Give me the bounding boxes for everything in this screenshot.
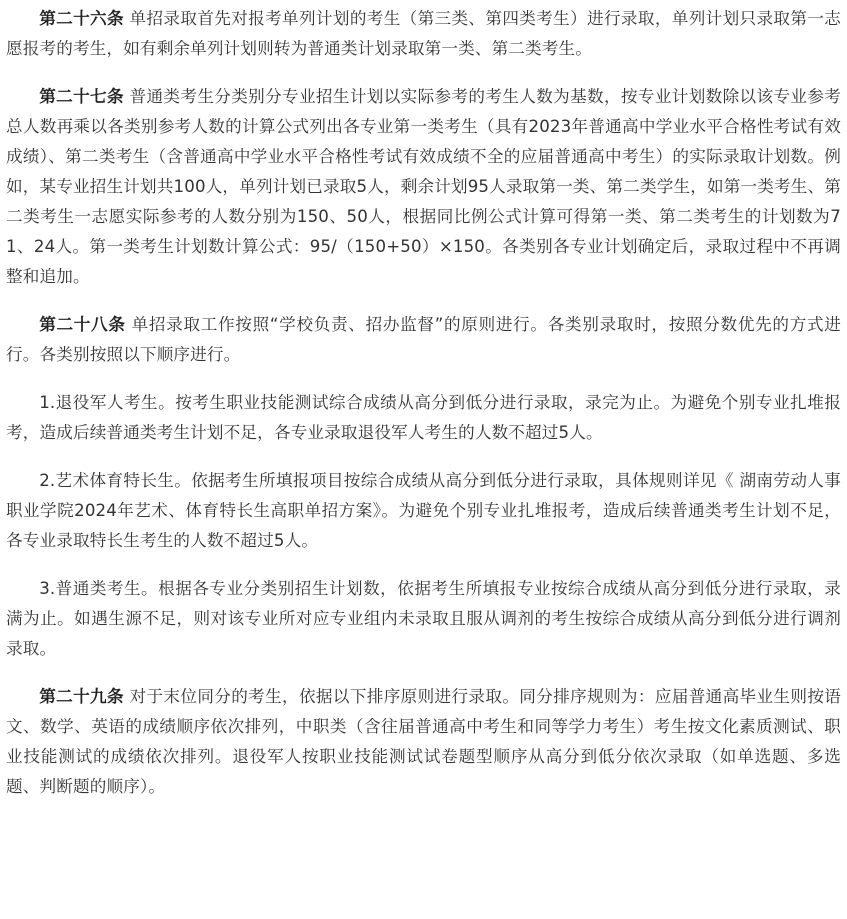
article-text: 对于末位同分的考生，依据以下排序原则进行录取。同分排序规则为：应届普通高毕业生则按语文、数学、英语的成绩顺序依次排列，中职类（含往届普通高中考生和同等学力考生）考生按文化素质测试、职业技能测试的成绩依次排列。退役军人按职业技能测试试卷题型顺序从高分到低分依次录取（如单选题、多选题、判断题的顺序）。 xyxy=(6,687,842,796)
article-text: 普通类考生分类别分专业招生计划以实际参考的考生人数为基数，按专业计划数除以该专业参考总人数再乘以各类别参考人数的计算公式列出各专业第一类考生（具有2023年普通高中学业水平合格性考试有效成绩）、第二类考生（含普通高中学业水平合格性考试有效成绩不全的应届普通高中考生）的实际录取计划数。例如，某专业招生计划共100人，单列计划已录取5人，剩余计划95人录取第一类、第二类学生，如第一类考生、第二类考生一志愿实际参考的人数分别为150、50人，根据同比例公式计算可得第一类、第二类考生的计划数为71、24人。第一类考生计划数计算公式：95/（150+50）×150。各类别各专业计划确定后，录取过程中不再调整和追加。 xyxy=(6,87,842,286)
article-heading: 第二十八条 xyxy=(39,315,126,334)
article-text: 单招录取工作按照“学校负责、招办监督”的原则进行。各类别录取时，按照分数优先的方式进行。各类别按照以下顺序进行。 xyxy=(6,315,842,364)
article-26 xyxy=(6,4,841,64)
list-item: 3.普通类考生。根据各专业分类别招生计划数，依据考生所填报专业按综合成绩从高分到低分进行录取，录满为止。如遇生源不足，则对该专业所对应专业组内未录取且服从调剂的考生按综合成绩从高分到低分进行调剂录取。 xyxy=(6,579,841,658)
article-29 xyxy=(6,682,841,802)
article-heading: 第二十六条 xyxy=(39,9,124,28)
article-heading: 第二十七条 xyxy=(39,87,124,106)
article-heading: 第二十九条 xyxy=(39,687,124,706)
article-28 xyxy=(6,310,841,370)
list-item: 2.艺术体育特长生。依据考生所填报项目按综合成绩从高分到低分进行录取，具体规则详见《 湖南劳动人事职业学院2024年艺术、体育特长生高职单招方案》。为避免个别专业扎堆报考，造成后续普通类考生计划不足，各专业录取特长生考生的人数不超过5人。 xyxy=(6,471,841,550)
list-item: 1.退役军人考生。按考生职业技能测试综合成绩从高分到低分进行录取，录完为止。为避免个别专业扎堆报考，造成后续普通类考生计划不足，各专业录取退役军人考生的人数不超过5人。 xyxy=(6,393,841,442)
article-27 xyxy=(6,82,841,292)
article-text: 单招录取首先对报考单列计划的考生（第三类、第四类考生）进行录取，单列计划只录取第一志愿报考的考生，如有剩余单列计划则转为普通类计划录取第一类、第二类考生。 xyxy=(6,9,842,58)
